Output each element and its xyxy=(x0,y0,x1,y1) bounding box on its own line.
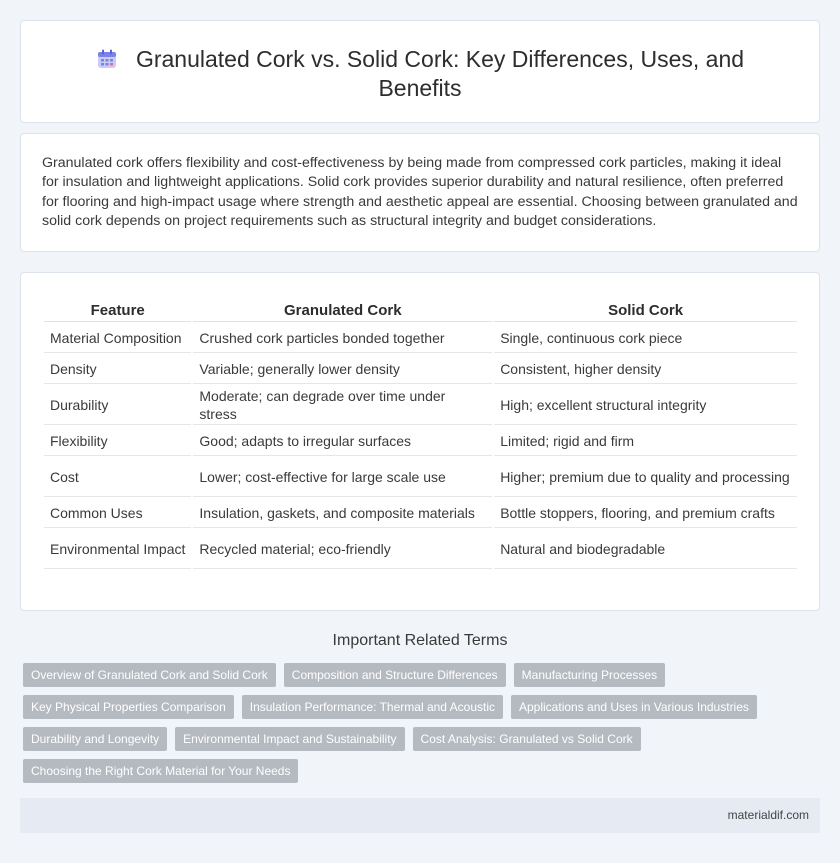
solid-cell: Limited; rigid and firm xyxy=(494,427,797,456)
table-row xyxy=(44,386,797,425)
page-title xyxy=(21,45,819,103)
header-solid-cork: Solid Cork xyxy=(494,299,797,322)
related-term-tag[interactable]: Durability and Longevity xyxy=(23,727,167,751)
table-row xyxy=(44,530,797,569)
page-title-text: Granulated Cork vs. Solid Cork: Key Differences, Uses, and Benefits xyxy=(135,46,745,101)
related-term-tag[interactable]: Composition and Structure Differences xyxy=(284,663,506,687)
comparison-table-card xyxy=(20,272,820,611)
footer xyxy=(20,798,820,833)
table-row xyxy=(44,499,797,528)
comparison-table xyxy=(42,297,799,571)
feature-cell: Material Composition xyxy=(44,324,191,353)
granulated-cell: Recycled material; eco-friendly xyxy=(193,530,492,569)
related-terms-heading: Important Related Terms xyxy=(332,632,508,649)
intro-paragraph: Granulated cork offers flexibility and cost-effectiveness by being made from compressed cork particles, making it ideal for insulation and lightweight applications. Solid cork provides superior durability and natural resilience, often preferred for flooring and high-impact usage where strength and aesthetic appeal are essential. Choosing between granulated and solid cork depends on project requirements such as structural integrity and budget considerations. xyxy=(42,155,798,229)
header-feature: Feature xyxy=(44,299,191,322)
solid-cell: Higher; premium due to quality and processing xyxy=(494,458,797,497)
solid-cell: High; excellent structural integrity xyxy=(494,386,797,425)
table-row xyxy=(44,427,797,456)
header-granulated-cork: Granulated Cork xyxy=(193,299,492,322)
solid-cell: Consistent, higher density xyxy=(494,355,797,384)
tag-row xyxy=(23,759,783,783)
intro-card xyxy=(20,133,820,252)
related-term-tag[interactable]: Applications and Uses in Various Industries xyxy=(511,695,757,719)
related-term-tag[interactable]: Insulation Performance: Thermal and Acoustic xyxy=(242,695,503,719)
feature-cell: Common Uses xyxy=(44,499,191,528)
feature-cell: Durability xyxy=(44,386,191,425)
table-row xyxy=(44,355,797,384)
table-row xyxy=(44,458,797,497)
calendar-icon xyxy=(96,48,118,70)
related-term-tag[interactable]: Environmental Impact and Sustainability xyxy=(175,727,404,751)
tag-row xyxy=(23,695,783,719)
granulated-cell: Moderate; can degrade over time under stress xyxy=(193,386,492,425)
tag-row xyxy=(23,663,783,687)
related-term-tag[interactable]: Choosing the Right Cork Material for Your Needs xyxy=(23,759,298,783)
granulated-cell: Insulation, gaskets, and composite materials xyxy=(193,499,492,528)
tag-row xyxy=(23,727,783,751)
related-terms-list xyxy=(23,663,783,791)
related-term-tag[interactable]: Key Physical Properties Comparison xyxy=(23,695,234,719)
solid-cell: Natural and biodegradable xyxy=(494,530,797,569)
table-header-row xyxy=(44,299,797,322)
related-term-tag[interactable]: Cost Analysis: Granulated vs Solid Cork xyxy=(413,727,641,751)
feature-cell: Flexibility xyxy=(44,427,191,456)
solid-cell: Bottle stoppers, flooring, and premium crafts xyxy=(494,499,797,528)
feature-cell: Environmental Impact xyxy=(44,530,191,569)
related-term-tag[interactable]: Manufacturing Processes xyxy=(514,663,665,687)
granulated-cell: Good; adapts to irregular surfaces xyxy=(193,427,492,456)
feature-cell: Cost xyxy=(44,458,191,497)
granulated-cell: Lower; cost-effective for large scale use xyxy=(193,458,492,497)
header-card xyxy=(20,20,820,123)
related-term-tag[interactable]: Overview of Granulated Cork and Solid Cork xyxy=(23,663,276,687)
table-row xyxy=(44,324,797,353)
solid-cell: Single, continuous cork piece xyxy=(494,324,797,353)
granulated-cell: Variable; generally lower density xyxy=(193,355,492,384)
footer-site-link[interactable]: materialdif.com xyxy=(727,808,809,822)
feature-cell: Density xyxy=(44,355,191,384)
granulated-cell: Crushed cork particles bonded together xyxy=(193,324,492,353)
